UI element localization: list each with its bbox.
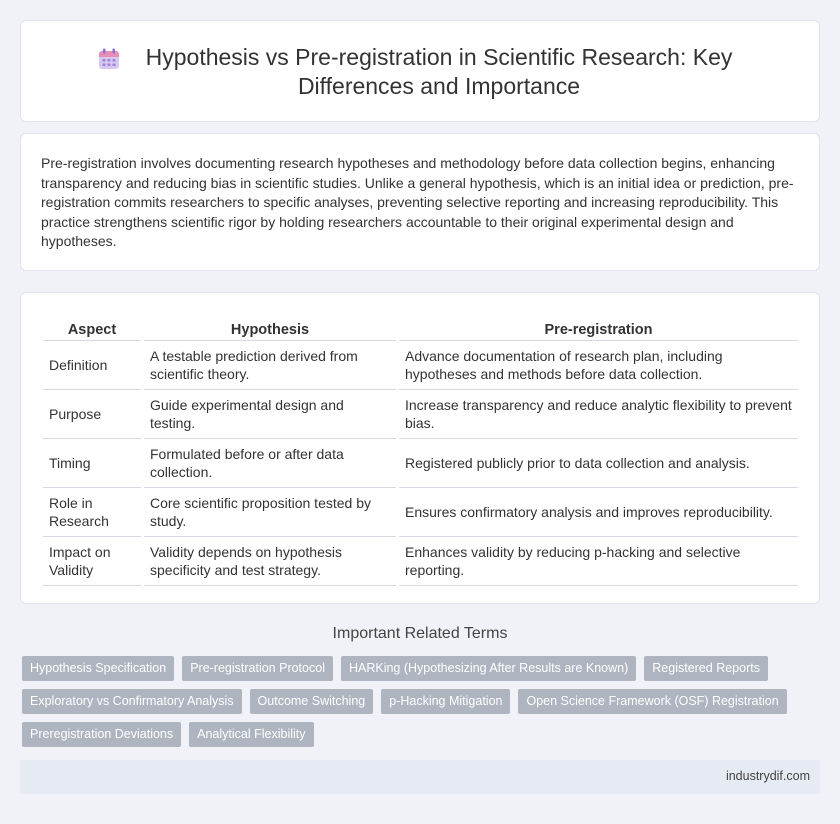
- title-card: [20, 20, 820, 122]
- table-row: [43, 390, 798, 439]
- table-row: [43, 439, 798, 488]
- table-row: [43, 537, 798, 586]
- tag-hypothesis-specification[interactable]: Hypothesis Specification: [22, 656, 174, 681]
- tag-exploratory-vs-confirmatory[interactable]: Exploratory vs Confirmatory Analysis: [22, 689, 242, 714]
- header-hypothesis: Hypothesis: [144, 313, 396, 341]
- tag-preregistration-deviations[interactable]: Preregistration Deviations: [22, 722, 181, 747]
- tag-preregistration-protocol[interactable]: Pre-registration Protocol: [182, 656, 333, 681]
- cell-aspect: Definition: [43, 341, 141, 390]
- cell-hypothesis: A testable prediction derived from scientific theory.: [144, 341, 396, 390]
- cell-aspect: Purpose: [43, 390, 141, 439]
- intro-paragraph: Pre-registration involves documenting research hypotheses and methodology before data collection begins, enhancing transparency and reducing bias in scientific studies. Unlike a general hypothesis, which is an initial idea or prediction, pre-registration commits researchers to specific analyses, preventing selective reporting and increasing reproducibility. This practice strengthens scientific rigor by holding researchers accountable to their original experimental design and hypotheses.: [41, 155, 794, 250]
- cell-hypothesis: Validity depends on hypothesis specificity and test strategy.: [144, 537, 396, 586]
- cell-preregistration: Increase transparency and reduce analytic flexibility to prevent bias.: [399, 390, 798, 439]
- cell-hypothesis: Core scientific proposition tested by study.: [144, 488, 396, 537]
- cell-aspect: Impact on Validity: [43, 537, 141, 586]
- cell-hypothesis: Guide experimental design and testing.: [144, 390, 396, 439]
- cell-preregistration: Advance documentation of research plan, including hypotheses and methods before data collection.: [399, 341, 798, 390]
- cell-aspect: Role in Research: [43, 488, 141, 537]
- footer: [20, 760, 820, 794]
- table-row: [43, 341, 798, 390]
- table-row: [43, 488, 798, 537]
- tag-outcome-switching[interactable]: Outcome Switching: [250, 689, 374, 714]
- header-aspect: Aspect: [43, 313, 141, 341]
- page-title: Hypothesis vs Pre-registration in Scientific Research: Key Differences and Importance: [145, 44, 733, 99]
- cell-preregistration: Registered publicly prior to data collection and analysis.: [399, 439, 798, 488]
- tag-osf-registration[interactable]: Open Science Framework (OSF) Registration: [518, 689, 786, 714]
- cell-aspect: Timing: [43, 439, 141, 488]
- cell-hypothesis: Formulated before or after data collection.: [144, 439, 396, 488]
- cell-preregistration: Enhances validity by reducing p-hacking and selective reporting.: [399, 537, 798, 586]
- comparison-table: [43, 313, 798, 586]
- intro-card: [20, 133, 820, 271]
- footer-site[interactable]: industrydif.com: [725, 769, 810, 783]
- comparison-card: [20, 292, 820, 604]
- header-preregistration: Pre-registration: [399, 313, 798, 341]
- tag-p-hacking-mitigation[interactable]: p-Hacking Mitigation: [381, 689, 510, 714]
- related-terms-title: Important Related Terms: [332, 625, 508, 642]
- related-terms-list: [22, 656, 802, 747]
- tag-registered-reports[interactable]: Registered Reports: [644, 656, 768, 681]
- tag-harking[interactable]: HARKing (Hypothesizing After Results are Known): [341, 656, 636, 681]
- tag-analytical-flexibility[interactable]: Analytical Flexibility: [189, 722, 313, 747]
- table-header-row: [43, 313, 798, 341]
- cell-preregistration: Ensures confirmatory analysis and improves reproducibility.: [399, 488, 798, 537]
